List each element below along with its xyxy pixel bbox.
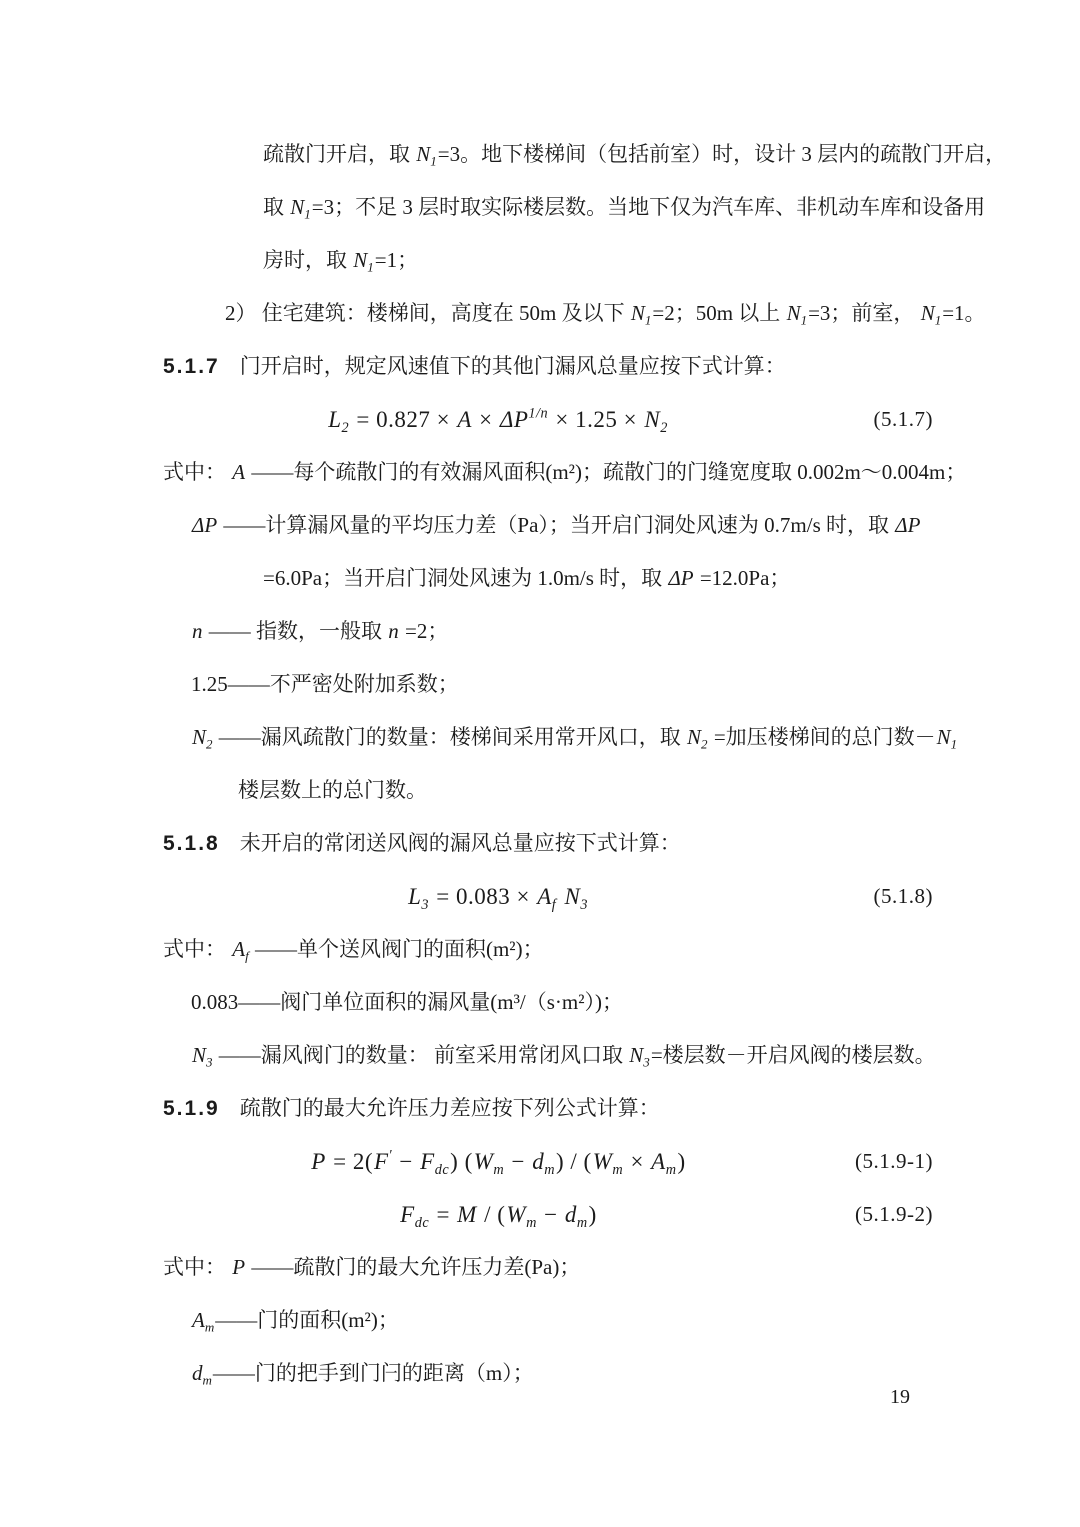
definition-line: $d_m——$门的把手到门闩的距离（m）； — [192, 1361, 534, 1388]
math-variable: n — [192, 619, 203, 643]
definition-line: 0.083——阀门单位面积的漏风量(m³/（s·m²）)； — [191, 990, 623, 1014]
formula-body: $F_{dc} = M / (W_m - d_m)$ — [400, 1202, 597, 1231]
section-number: 5.1.8 — [163, 832, 220, 855]
paragraph-line: 取 $N_1=3$；不足 3 层时取实际楼层数。当地下仅为汽车库、非机动车库和设备用 — [263, 195, 986, 222]
definition-line: $N_3$ ——漏风阀门的数量： 前室采用常闭风口取 $N_3=$楼层数－开启风阀的楼层数。 — [192, 1043, 936, 1070]
math-variable: $N_1$ — [353, 248, 374, 275]
section-heading-5-1-7 — [163, 340, 943, 393]
list-item-residential: 2） 住宅建筑：楼梯间，高度在 50m 及以下 $N_1=2$；50m 以上 $N_1=3$；前室， $N_1=1$。 — [225, 301, 986, 328]
math-variable: $N_2$ — [687, 725, 708, 752]
math-variable: $N_1$ — [786, 301, 808, 328]
formula-number: (5.1.8) — [873, 884, 933, 908]
formula-body: $L_2 = 0.827 \times A \times \Delta P^{1/n} \times 1.25 \times N_2$ — [328, 405, 668, 436]
page-number: 19 — [890, 1386, 910, 1408]
math-variable: $N_3$ — [192, 1043, 213, 1070]
math-variable: A — [457, 407, 472, 432]
definition-line: $N_2$ ——漏风疏散门的数量：楼梯间采用常开风口，取 $N_2$ =加压楼梯间的总门数$-N_1$ — [192, 725, 958, 752]
definition-line: ΔP ——计算漏风量的平均压力差（Pa）；当开启门洞处风速为 0.7m/s 时，取 ΔP — [192, 513, 921, 537]
section-title: 未开启的常闭送风阀的漏风总量应按下式计算： — [239, 831, 681, 855]
math-variable: P — [311, 1149, 326, 1174]
math-variable: $W_m$ — [506, 1202, 537, 1231]
math-variable: $A_f$ — [232, 937, 249, 964]
math-variable: ΔP — [668, 566, 694, 590]
definition-line: n —— 指数，一般取 n =2； — [192, 619, 449, 643]
formula-body: $P = 2(F' - F_{dc})$ $(W_m - d_m) / (W_m \times A_m)$ — [311, 1147, 686, 1178]
math-variable: $N_3$ — [629, 1043, 650, 1070]
math-variable: $d_m$ — [564, 1202, 588, 1231]
math-variable: $N_1$ — [630, 301, 652, 328]
math-variable: $F_{dc}$ — [400, 1202, 430, 1231]
formula-number: (5.1.9-2) — [855, 1202, 933, 1226]
math-variable: $d_m$ — [532, 1149, 555, 1178]
math-variable: $A_m$ — [192, 1308, 215, 1335]
math-variable: $A_m$ — [651, 1149, 677, 1178]
section-title: 疏散门的最大允许压力差应按下列公式计算： — [239, 1096, 660, 1120]
definition-line: 式中： P ——疏散门的最大允许压力差(Pa)； — [163, 1255, 581, 1279]
math-variable: $W_m$ — [592, 1149, 624, 1178]
paragraph-line: 房时，取 $N_1=1$； — [263, 248, 419, 275]
math-variable: A — [232, 460, 246, 484]
math-variable: $N_3$ — [564, 884, 588, 913]
math-variable: $d_m$ — [192, 1361, 212, 1388]
math-variable: $N_1$ — [920, 301, 942, 328]
math-variable: F′ — [373, 1147, 393, 1174]
section-title: 门开启时，规定风速值下的其他门漏风总量应按下式计算： — [239, 354, 786, 378]
math-variable: $W_m$ — [473, 1149, 505, 1178]
math-variable: $A_f$ — [537, 884, 557, 913]
definition-line: 式中： $A_f$ ——单个送风阀门的面积(m²)； — [163, 937, 544, 964]
math-variable: $N_1$ — [290, 195, 311, 222]
formula-5-1-9-1 — [163, 1135, 943, 1188]
definition-line: =6.0Pa；当开启门洞处风速为 1.0m/s 时，取 ΔP =12.0Pa； — [263, 566, 791, 590]
definition-line: 式中： A ——每个疏散门的有效漏风面积(m²)；疏散门的门缝宽度取 0.002m～0.004m； — [163, 460, 967, 484]
definition-line: $A_m——$门的面积(m²)； — [192, 1308, 399, 1335]
formula-5-1-7 — [163, 393, 943, 446]
paragraph-line: 疏散门开启，取 $N_1=3$。地下楼梯间（包括前室）时，设计 3 层内的疏散门开启， — [263, 142, 1007, 169]
definition-line: 1.25——不严密处附加系数； — [191, 672, 459, 696]
math-variable: $N_1$ — [936, 725, 958, 752]
section-heading-5-1-9 — [163, 1082, 943, 1135]
math-variable: $L_2$ — [328, 407, 350, 436]
math-variable: $\Delta P^{1/n}$ — [499, 405, 549, 432]
math-variable: $N_2$ — [644, 407, 668, 436]
math-variable: ΔP — [895, 513, 921, 537]
math-variable: $N_1$ — [416, 142, 437, 169]
text-column — [163, 128, 1007, 1400]
formula-5-1-8 — [163, 870, 943, 923]
math-variable: M — [457, 1202, 477, 1227]
formula-5-1-9-2 — [163, 1188, 943, 1241]
math-variable: $N_2$ — [192, 725, 213, 752]
section-number: 5.1.7 — [163, 355, 220, 378]
formula-number: (5.1.7) — [873, 407, 933, 431]
math-variable: $F_{dc}$ — [420, 1149, 450, 1178]
definition-line: 楼层数上的总门数。 — [238, 778, 427, 802]
formula-number: (5.1.9-1) — [855, 1149, 933, 1173]
math-variable: P — [232, 1255, 246, 1279]
section-number: 5.1.9 — [163, 1097, 220, 1120]
math-variable: $L_3$ — [408, 884, 429, 913]
formula-body: $L_3 = 0.083 \times A_f$ $N_3$ — [408, 884, 588, 913]
section-heading-5-1-8 — [163, 817, 943, 870]
math-variable: n — [388, 619, 399, 643]
math-variable: ΔP — [192, 513, 218, 537]
